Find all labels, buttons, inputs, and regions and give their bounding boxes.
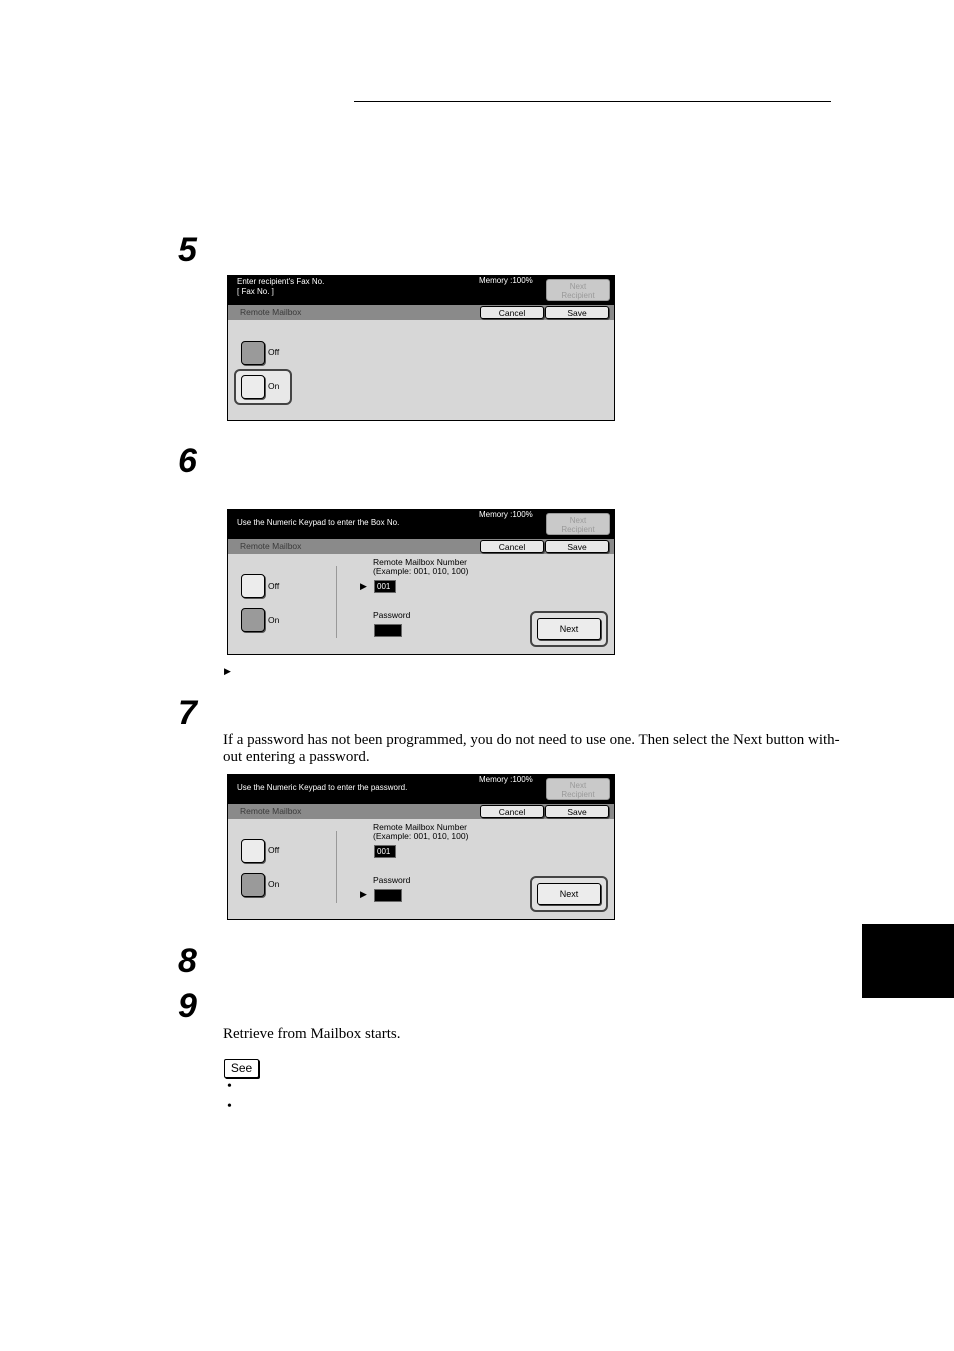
next-recipient-label-1: Next (569, 282, 587, 291)
message-line-1: Use the Numeric Keypad to enter the password. (237, 783, 408, 792)
pointer-arrow-icon: ▶ (360, 889, 367, 899)
password-label: Password (373, 610, 411, 620)
mailbox-number-example: (Example: 001, 010, 100) (373, 566, 469, 576)
off-option-button[interactable] (241, 574, 265, 598)
next-button-highlight (530, 611, 608, 647)
message-line-1: Enter recipient's Fax No. (237, 277, 325, 286)
next-recipient-label-1: Next (569, 781, 587, 790)
next-button-highlight (530, 876, 608, 912)
step7-body-line-1: If a password has not been programmed, you do not need to use one. Then select the Next button with- (223, 732, 840, 748)
next-recipient-label-2: Recipient (561, 525, 595, 534)
feature-title: Remote Mailbox (240, 541, 302, 551)
message-line-1: Use the Numeric Keypad to enter the Box No. (237, 518, 400, 527)
next-recipient-label-2: Recipient (561, 291, 595, 300)
divider (336, 566, 337, 638)
next-button[interactable]: Next (537, 883, 601, 905)
step-number-5: 5 (178, 231, 197, 269)
step9-body-text: Retrieve from Mailbox starts. (223, 1026, 401, 1042)
cancel-button[interactable]: Cancel (480, 540, 544, 553)
off-option-button[interactable] (241, 341, 265, 365)
mailbox-number-example: (Example: 001, 010, 100) (373, 831, 469, 841)
next-recipient-label-1: Next (569, 516, 587, 525)
next-recipient-button[interactable] (546, 279, 610, 301)
step-number-7: 7 (178, 694, 197, 732)
header-rule (354, 101, 831, 102)
mailbox-number-label: Remote Mailbox Number (373, 557, 468, 567)
password-label: Password (373, 875, 411, 885)
see-reference-icon: See (224, 1059, 259, 1078)
step-number-6: 6 (178, 442, 197, 480)
message-line-2: [ Fax No. ] (237, 287, 274, 296)
screen-remote-mailbox-off-on (227, 275, 615, 421)
screen-remote-mailbox-number (227, 509, 615, 655)
memory-status: Memory :100% (479, 775, 533, 784)
mailbox-number-field[interactable]: 001 (374, 845, 396, 858)
off-option-button[interactable] (241, 839, 265, 863)
on-option-button[interactable] (241, 375, 265, 399)
cancel-button[interactable]: Cancel (480, 805, 544, 818)
bullet-1: • (227, 1079, 232, 1094)
step-number-9: 9 (178, 987, 197, 1025)
feature-title: Remote Mailbox (240, 806, 302, 816)
next-recipient-label-2: Recipient (561, 790, 595, 799)
cancel-button[interactable]: Cancel (480, 306, 544, 319)
chapter-tab (862, 924, 954, 998)
on-option-button[interactable] (241, 873, 265, 897)
password-field[interactable] (374, 624, 402, 637)
password-field[interactable] (374, 889, 402, 902)
save-button[interactable]: Save (545, 306, 609, 319)
off-option-label: Off (268, 845, 280, 855)
on-option-label: On (268, 381, 280, 391)
divider (336, 831, 337, 903)
next-recipient-button[interactable] (546, 513, 610, 535)
screen-remote-mailbox-password (227, 774, 615, 920)
step7-body-line-2: out entering a password. (223, 749, 370, 765)
bullet-2: • (227, 1099, 232, 1114)
mailbox-number-label: Remote Mailbox Number (373, 822, 468, 832)
off-option-label: Off (268, 581, 280, 591)
on-option-label: On (268, 615, 280, 625)
note-arrow-icon: ▶ (224, 666, 231, 676)
memory-status: Memory :100% (479, 276, 533, 285)
next-recipient-button[interactable] (546, 778, 610, 800)
step-number-8: 8 (178, 942, 197, 980)
mailbox-number-field[interactable]: 001 (374, 580, 396, 593)
next-button[interactable]: Next (537, 618, 601, 640)
on-option-button[interactable] (241, 608, 265, 632)
feature-title: Remote Mailbox (240, 307, 302, 317)
save-button[interactable]: Save (545, 805, 609, 818)
on-option-label: On (268, 879, 280, 889)
save-button[interactable]: Save (545, 540, 609, 553)
pointer-arrow-icon: ▶ (360, 581, 367, 591)
off-option-label: Off (268, 347, 280, 357)
memory-status: Memory :100% (479, 510, 533, 519)
